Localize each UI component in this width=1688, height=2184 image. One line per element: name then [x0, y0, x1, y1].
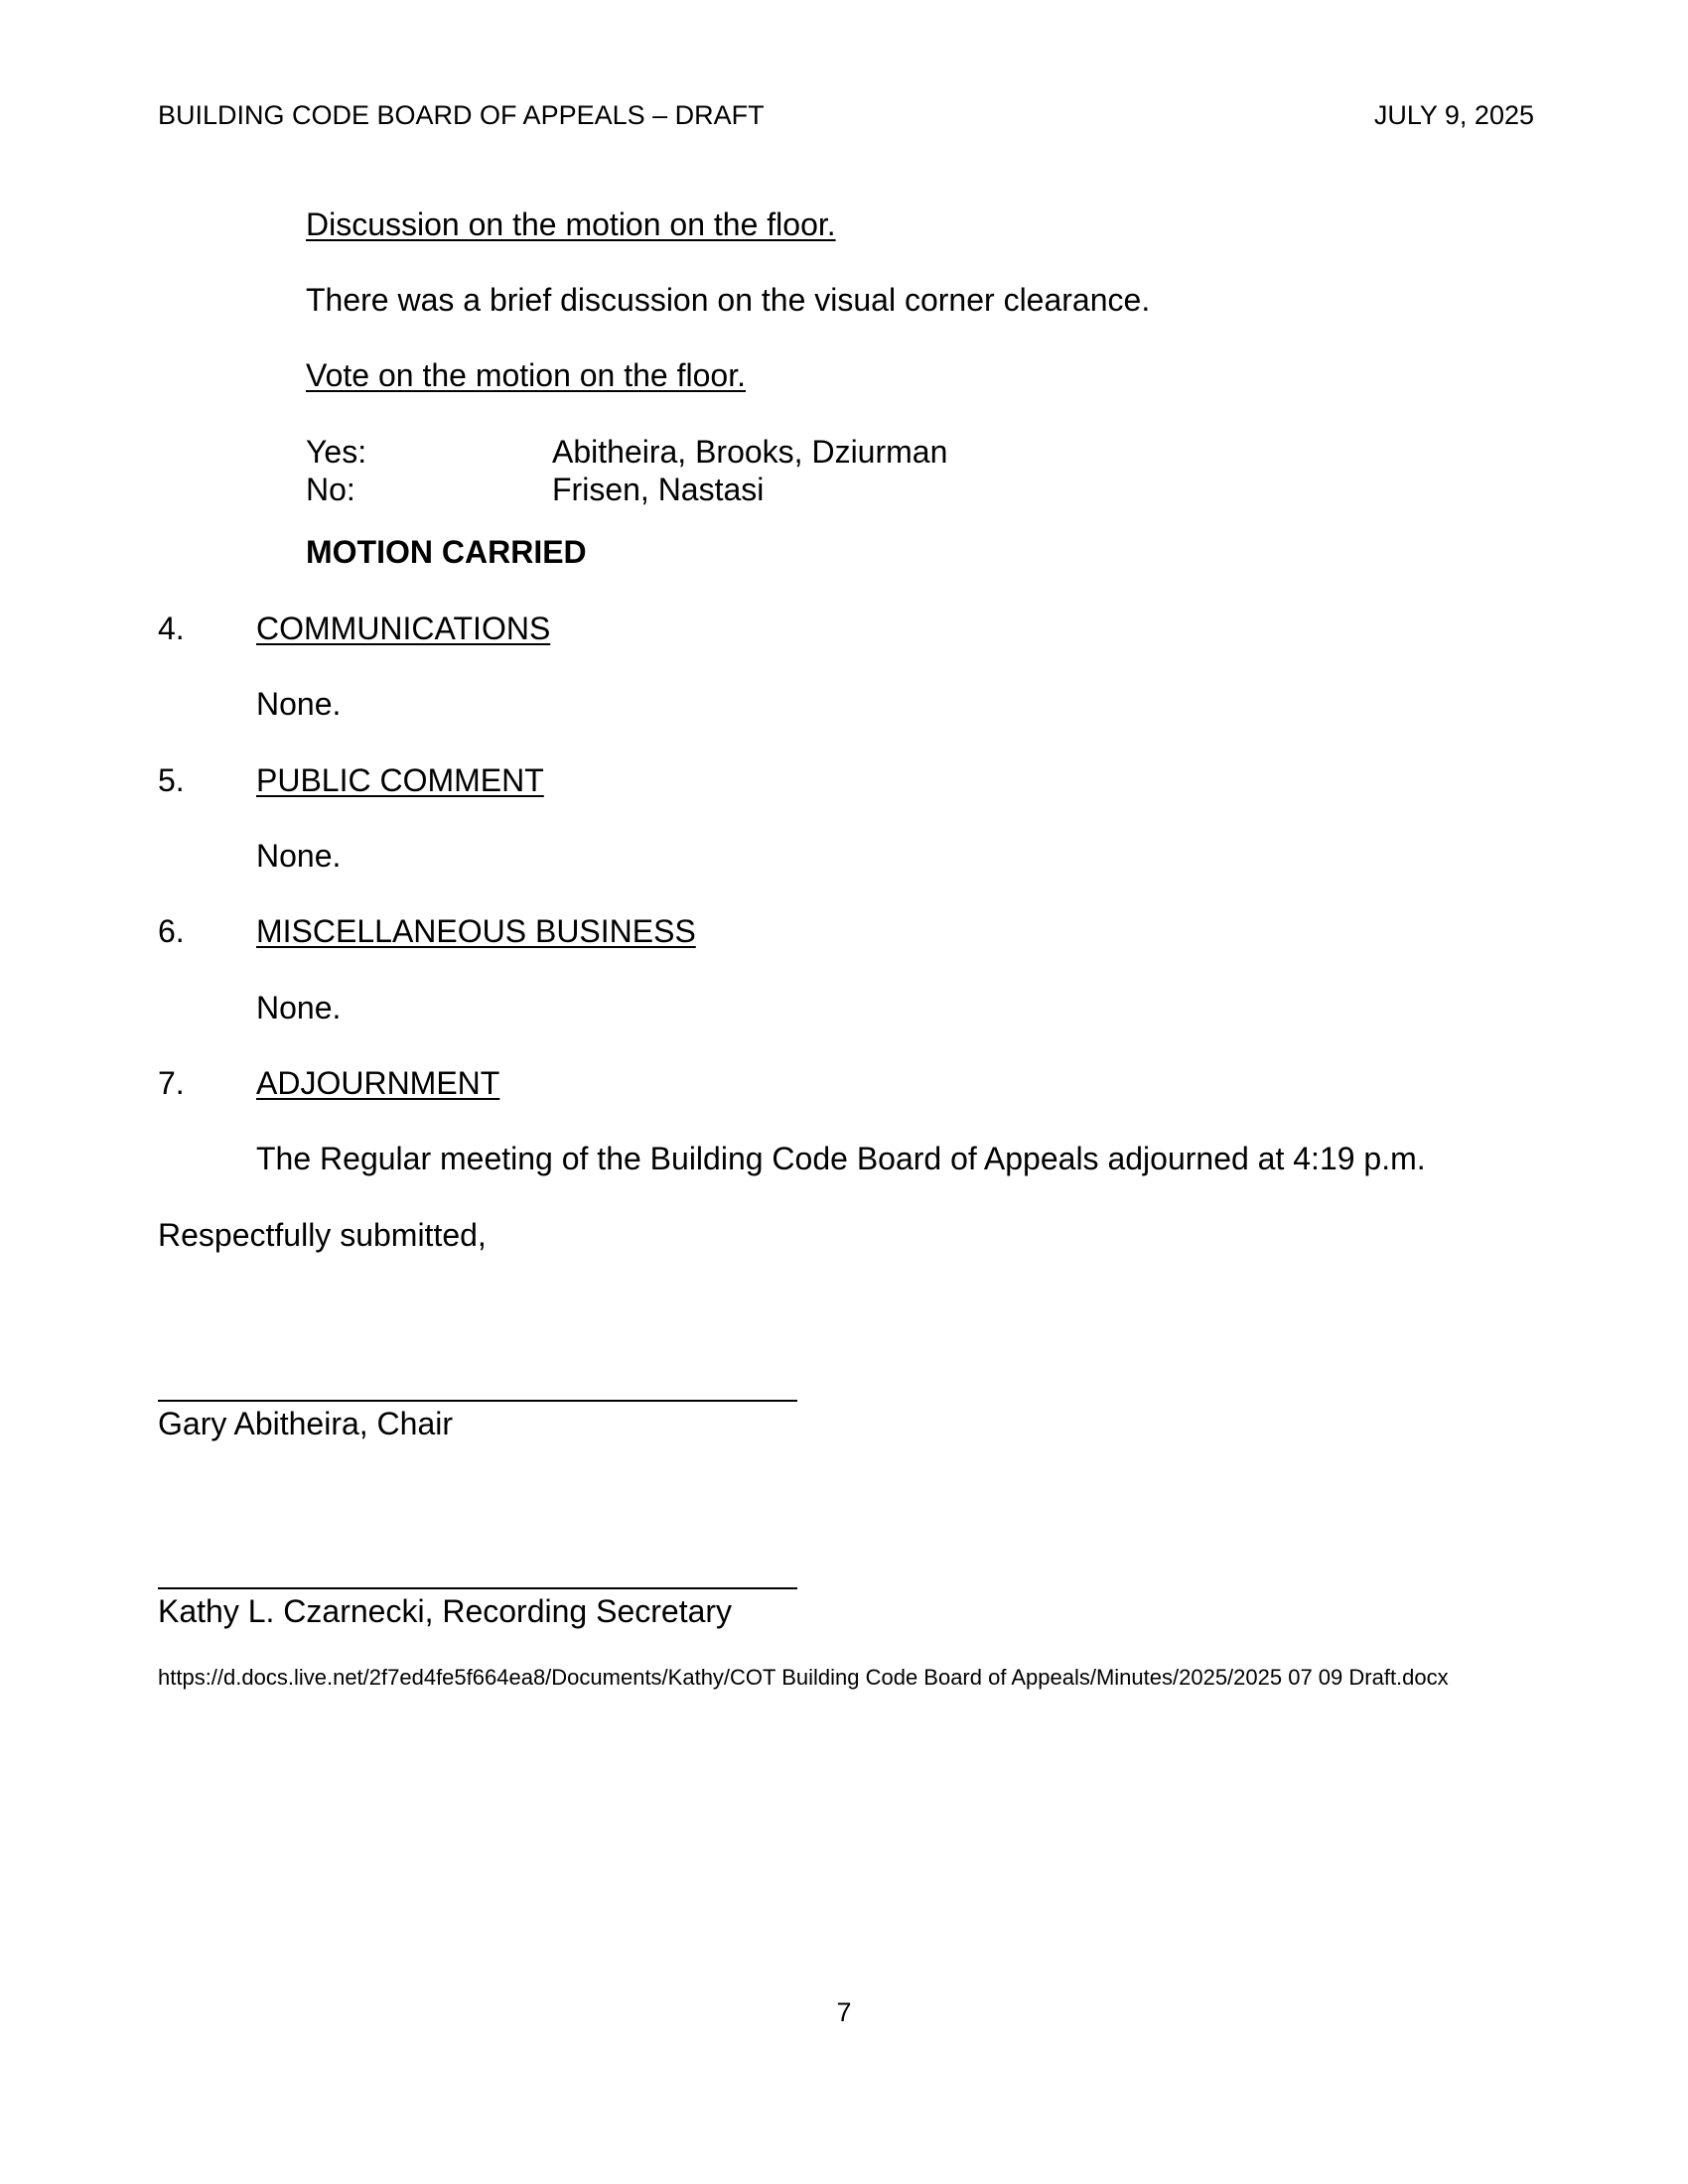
vote-yes-label: Yes:: [306, 434, 367, 470]
section-body: None.: [256, 838, 342, 874]
section-body: The Regular meeting of the Building Code Board of Appeals adjourned at 4:19 p.m.: [256, 1141, 1426, 1176]
section-body: None.: [256, 990, 342, 1025]
section-title-communications: COMMUNICATIONS: [256, 611, 551, 646]
section-body: None.: [256, 686, 342, 722]
section-number: 7.: [158, 1065, 185, 1101]
section-number: 6.: [158, 913, 185, 949]
motion-result: MOTION CARRIED: [306, 534, 587, 570]
section-title-adjournment: ADJOURNMENT: [256, 1065, 500, 1101]
discussion-heading: Discussion on the motion on the floor.: [306, 206, 836, 242]
signature-line: [158, 1587, 797, 1589]
header-date: JULY 9, 2025: [1373, 100, 1534, 130]
vote-no-label: No:: [306, 472, 355, 507]
page-number: 7: [836, 1997, 852, 2027]
signature-name-chair: Gary Abitheira, Chair: [158, 1406, 454, 1441]
section-number: 4.: [158, 611, 185, 646]
closing-text: Respectfully submitted,: [158, 1217, 487, 1253]
vote-no-names: Frisen, Nastasi: [552, 472, 765, 507]
discussion-text: There was a brief discussion on the visual corner clearance.: [306, 282, 1151, 318]
signature-line: [158, 1400, 797, 1402]
file-path: https://d.docs.live.net/2f7ed4fe5f664ea8/Documents/Kathy/COT Building Code Board of Appeals/Minutes/2025/2025 07 09 Draft.docx: [158, 1665, 1449, 1690]
signature-name-secretary: Kathy L. Czarnecki, Recording Secretary: [158, 1593, 733, 1629]
section-title-public-comment: PUBLIC COMMENT: [256, 762, 544, 798]
section-title-miscellaneous-business: MISCELLANEOUS BUSINESS: [256, 913, 696, 949]
vote-yes-names: Abitheira, Brooks, Dziurman: [552, 434, 948, 470]
section-number: 5.: [158, 762, 185, 798]
vote-heading: Vote on the motion on the floor.: [306, 357, 746, 393]
header-title: BUILDING CODE BOARD OF APPEALS – DRAFT: [158, 100, 765, 130]
